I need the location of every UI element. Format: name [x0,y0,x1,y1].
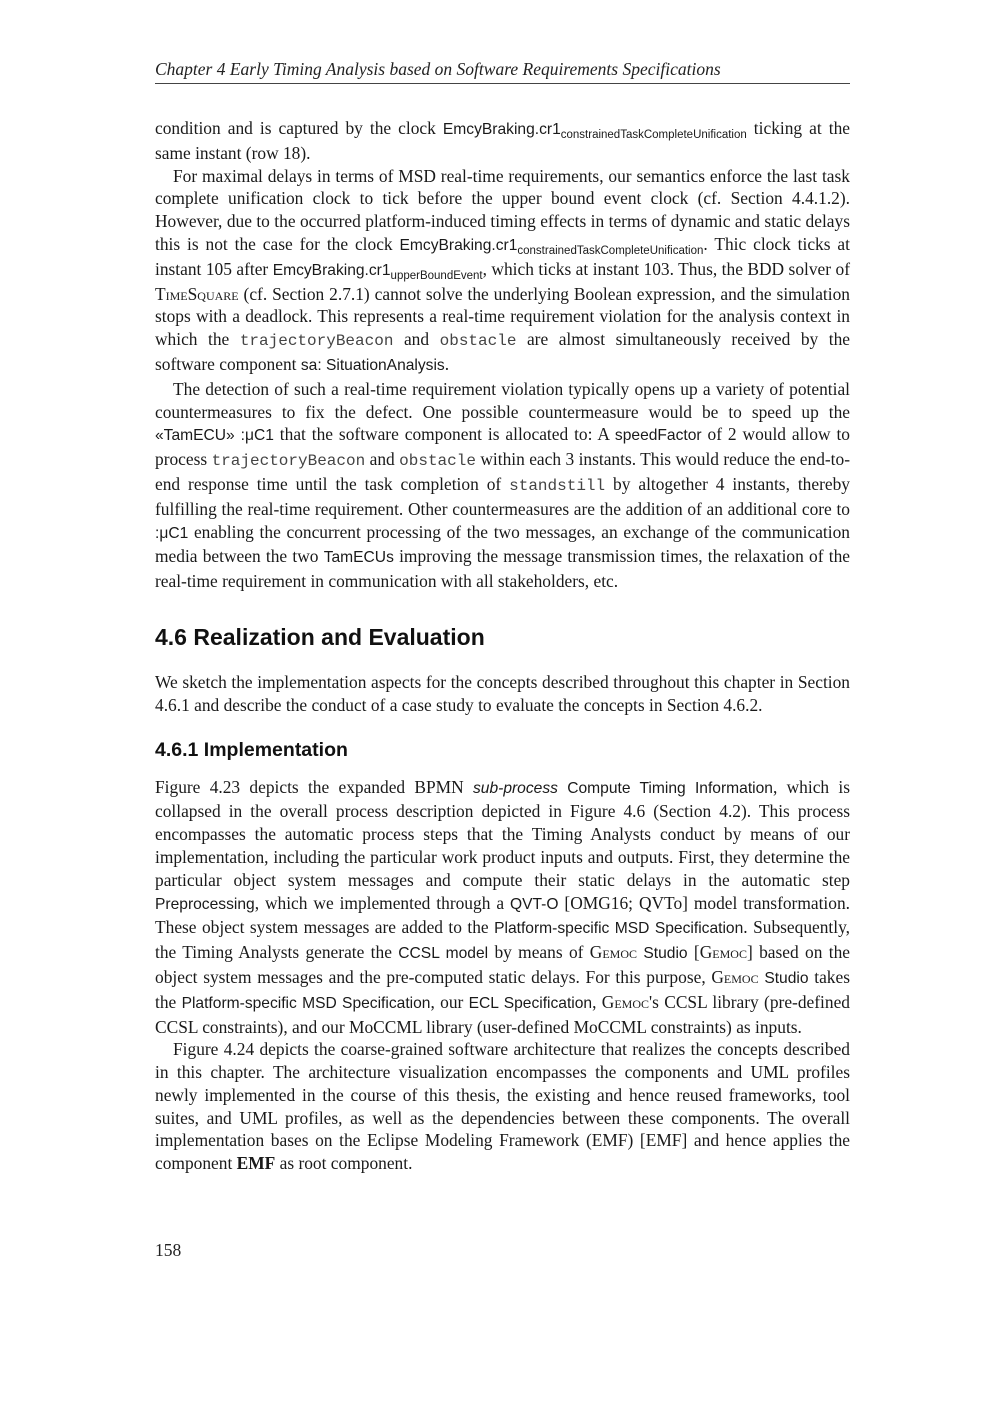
artifact-name: Platform-specific MSD Specification [181,994,431,1012]
text-run: of 2 would allow to process [155,424,850,470]
page-number: 158 [155,1240,182,1260]
tool-name: Gemoc [711,966,759,987]
citation: Gemoc [699,942,747,963]
text-run: 's CCSL library (pre-defined CCSL constraints), and our MoCCML library (user-defined MoCCML constraints) as inputs. [155,991,850,1037]
text-run: Figure 4.23 depicts the expanded BPMN [155,776,473,797]
section-heading: 4.6 Realization and Evaluation [155,623,485,650]
text-run: . Subsequently, the Timing Analysts generate the [155,917,851,963]
tool-name: TimeSquare [155,283,239,304]
text-run: Figure 4.24 depicts the coarse-grained software architecture that realizes the concepts described in this chapter. The architecture visualization encompasses the components and UML profiles newly implemented in the course of this thesis, the existing and hence reused frameworks, tool suites, and UML profiles, as well as the dependencies between these components. The overall implementation bases on the Eclipse Modeling Framework (EMF) [EMF] and hence applies the component [155,1039,850,1174]
paragraph-countermeasures [155,378,850,593]
text-run: , which we implemented through a [254,892,510,913]
tool-name: Gemoc [601,991,650,1012]
tool-name: Gemoc [589,942,638,963]
text-run: that the software component is allocated to: A [273,424,615,445]
text-run: improving the message transmission times, the relaxation of the real-time requirement in communication with all stakeholders, etc. [155,546,851,592]
text-run: and [393,329,440,350]
text-run: The detection of such a real-time requirement violation typically opens up a variety of potential countermeasures to fix the defect. One possible countermeasure would be to speed up the [155,378,850,422]
paragraph-continuation [155,117,850,165]
message-name: trajectoryBeacon [211,452,366,471]
attribute-name: speedFactor [614,427,702,445]
clock-subscript: constrainedTaskCompleteUnification [560,129,747,141]
text-run: condition and is captured by the clock [155,118,443,138]
message-name: standstill [509,476,606,495]
text-run: and [365,449,400,470]
text-run: , which is collapsed in the overall process description depicted in Figure 4.6 (Section 4.2). This process encompasses the automatic process steps that the Timing Analysts conduct by means of our implementation, including the particular work product inputs and outputs. First, they determine the particular object system messages and compute their static delays in the automatic step [155,776,850,890]
tool-name: Studio [643,945,688,963]
ecu-name: «TamECU» :μC1 [155,427,274,445]
component-name: sa: SituationAnalysis [300,356,445,374]
message-name: obstacle [439,332,517,351]
text-run: . Thic clock ticks at instant 105 after [155,233,850,279]
bpmn-term: sub-process [472,779,558,797]
artifact-name: CCSL model [398,945,489,963]
running-header: Chapter 4 Early Timing Analysis based on Software Requirements Specifications [155,58,850,84]
text-run: , our [430,991,469,1012]
artifact-name: ECL Specification [468,994,593,1012]
text-run: as root component. [275,1153,413,1174]
tool-name: Studio [764,969,809,987]
clock-name: EmcyBraking.cr1 [272,261,391,279]
text-run: by altogether 4 instants, thereby fulfilling the real-time requirement. Other countermeasures are the addition of an additional core to [155,473,850,519]
text-run: . [444,353,450,374]
text-run: enabling the concurrent processing of the two messages, an exchange of the communication media between the two [155,521,850,567]
text-run: ticking at the same instant (row 18). [155,118,851,163]
body-text [155,117,850,1175]
artifact-name: Platform-specific MSD Specification [494,920,744,938]
text-run: takes the [155,966,850,1012]
step-name: Preprocessing [155,895,255,913]
text-run [558,777,567,797]
text-run: (cf. Section 2.7.1) cannot solve the underlying Boolean expression, and the simulation stops with a deadlock. This represents a real-time requirement violation for the analysis context in which the [155,283,850,350]
message-name: trajectoryBeacon [239,332,394,351]
text-run: , which ticks at instant 103. Thus, the BDD solver of [482,258,850,279]
text-run: [OMG16; QVTo] model transformation. These object system messages are added to the [155,892,850,938]
ecu-name: TamECUs [323,549,394,567]
component-name: EMF [236,1153,276,1174]
text-run: within each 3 instants. This would reduce the end-to-end response time until the task completion of [155,449,850,494]
message-name: obstacle [399,452,476,471]
clock-name: EmcyBraking.cr1 [442,121,561,138]
subsection-heading: 4.6.1 Implementation [155,738,348,761]
paragraph-section-intro: We sketch the implementation aspects for the concepts described throughout this chapter in Section 4.6.1 and describe the conduct of a case study to evaluate the concepts in Section 4.6.2. [155,671,850,715]
clock-subscript: constrainedTaskCompleteUnification [517,244,704,257]
text-run: ] based on the object system messages and the pre-computed static delays. For this purpose, [155,942,850,987]
text-run: , [592,991,602,1012]
paragraph-architecture [155,1038,850,1175]
paragraph-implementation [155,776,850,1039]
clock-name: EmcyBraking.cr1 [399,236,518,254]
text-run: [ [687,942,700,963]
text-run: are almost simultaneously received by the software component [155,329,851,374]
text-run: by means of [488,942,590,963]
clock-subscript: upperBoundEvent [390,269,483,282]
process-name: Compute Timing Information [567,779,773,797]
paragraph-maximal-delays [155,165,850,378]
tool-name: QVT-O [509,895,559,913]
core-name: :μC1 [155,524,189,542]
text-run: For maximal delays in terms of MSD real-time requirements, our semantics enforce the last task complete unification clock to tick before the upper bound event clock (cf. Section 4.4.1.2). However, due to the occurred platform-induced timing effects in terms of dynamic and static delays this is not the case for the clock [155,165,850,254]
